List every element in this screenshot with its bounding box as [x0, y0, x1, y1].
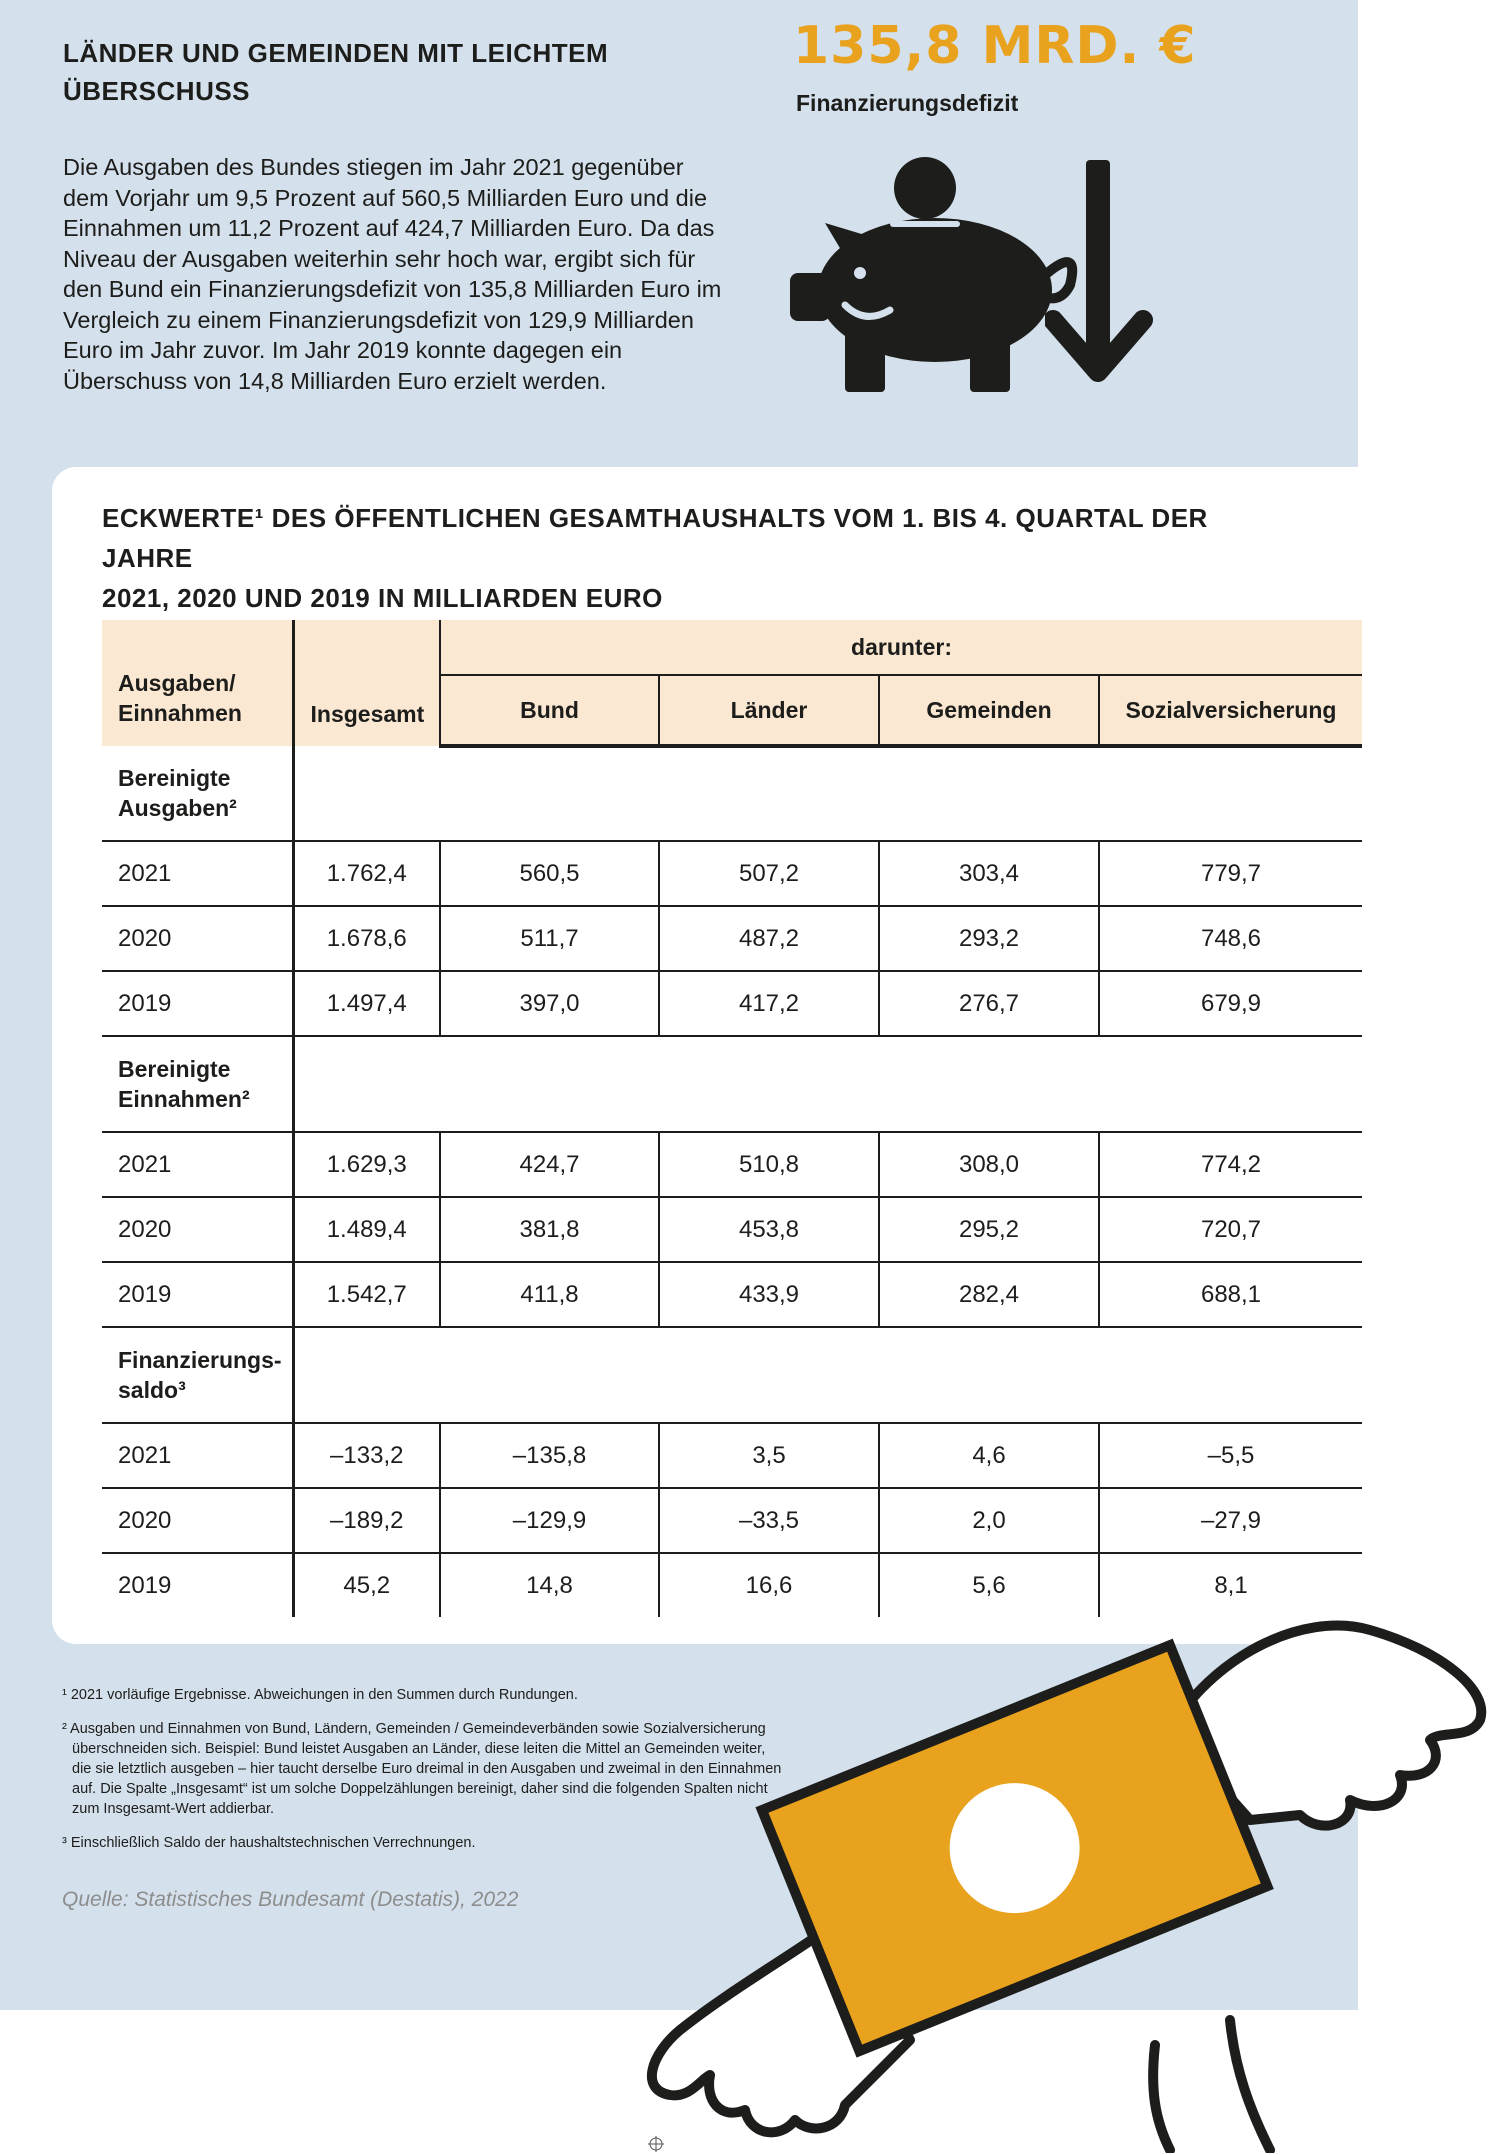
- header-darunter: darunter:: [440, 620, 1362, 675]
- value-cell: 308,0: [879, 1132, 1099, 1197]
- value-cell: 774,2: [1099, 1132, 1362, 1197]
- value-cell: –189,2: [293, 1488, 440, 1553]
- value-cell: –33,5: [659, 1488, 879, 1553]
- footnote-1: ¹ 2021 vorläufige Ergebnisse. Abweichungen in den Summen durch Rundungen.: [62, 1687, 578, 1703]
- value-cell: 282,4: [879, 1262, 1099, 1327]
- intro-heading: LÄNDER UND GEMEINDEN MIT LEICHTEM ÜBERSCHUSS: [63, 38, 609, 106]
- intro-text: Die Ausgaben des Bundes stiegen im Jahr 2021 gegenüber dem Vorjahr um 9,5 Prozent auf 560,5 Milliarden Euro und die Einnahmen um 11,2 Prozent auf 424,7 Milliarden Euro. Da das Niveau der Ausgaben weiterhin sehr hoch war, ergibt sich für den Bund ein Finanzierungsdefizit von 135,8 Milliarden Euro im Vergleich zu einem Finanzierungsdefizit von 129,9 Milliarden Euro im Jahr zuvor. Im Jahr 2019 konnte dagegen ein Überschuss von 14,8 Milliarden Euro erzielt werden.: [63, 154, 722, 394]
- section-spacer: [293, 746, 1362, 841]
- header-insgesamt: Insgesamt: [293, 620, 440, 746]
- section-spacer: [293, 1327, 1362, 1423]
- section-row: [102, 1327, 1362, 1423]
- value-cell: 45,2: [293, 1553, 440, 1617]
- value-cell: –135,8: [440, 1423, 659, 1488]
- value-cell: 293,2: [879, 906, 1099, 971]
- year-cell: 2021: [102, 841, 293, 906]
- value-cell: 2,0: [879, 1488, 1099, 1553]
- value-cell: 411,8: [440, 1262, 659, 1327]
- header-corner-line-1: Ausgaben/: [118, 670, 236, 696]
- value-cell: 1.497,4: [293, 971, 440, 1036]
- section-label-line-2: Einnahmen²: [118, 1086, 250, 1112]
- value-cell: –129,9: [440, 1488, 659, 1553]
- value-cell: 560,5: [440, 841, 659, 906]
- arrow-down-icon: [1045, 160, 1155, 385]
- header-sozialversicherung: Sozialversicherung: [1099, 675, 1362, 746]
- value-cell: 720,7: [1099, 1197, 1362, 1262]
- value-cell: 4,6: [879, 1423, 1099, 1488]
- table-row: [102, 841, 1362, 906]
- footnote-3: ³ Einschließlich Saldo der haushaltstechnischen Verrechnungen.: [62, 1835, 476, 1851]
- value-cell: 381,8: [440, 1197, 659, 1262]
- value-cell: 3,5: [659, 1423, 879, 1488]
- value-cell: 1.629,3: [293, 1132, 440, 1197]
- budget-table: [102, 620, 1362, 1617]
- value-cell: 507,2: [659, 841, 879, 906]
- header-corner: [102, 620, 293, 746]
- section-label-saldo: [102, 1327, 293, 1423]
- footnote-2: ² Ausgaben und Einnahmen von Bund, Ländern, Gemeinden / Gemeindeverbänden sowie Sozialversicherung überschneiden sich. Beispiel: Bund leistet Ausgaben an Länder, diese leiten die Mittel an Gemeinden weiter, die sie letztlich ausgeben – hier taucht derselbe Euro dreimal in den Ausgaben und zweimal in den Einnahmen auf. Die Spalte „Insgesamt“ ist um solche Doppelzählungen bereinigt, daher sind die folgenden Spalten nicht zum Insgesamt-Wert addierbar.: [62, 1721, 782, 1817]
- value-cell: 16,6: [659, 1553, 879, 1617]
- table-title: [102, 498, 1302, 618]
- value-cell: 433,9: [659, 1262, 879, 1327]
- section-label-einnahmen: [102, 1036, 293, 1132]
- year-cell: 2020: [102, 1197, 293, 1262]
- section-label-ausgaben: [102, 746, 293, 841]
- value-cell: –27,9: [1099, 1488, 1362, 1553]
- header-corner-line-2: Einnahmen: [118, 700, 242, 726]
- table-row: [102, 1197, 1362, 1262]
- section-label-line-1: Bereinigte: [118, 1056, 231, 1082]
- value-cell: 779,7: [1099, 841, 1362, 906]
- value-cell: 679,9: [1099, 971, 1362, 1036]
- value-cell: 5,6: [879, 1553, 1099, 1617]
- deficit-figure: 135,8 MRD. €: [793, 16, 1197, 76]
- header-bund: Bund: [440, 675, 659, 746]
- source-note: Quelle: Statistisches Bundesamt (Destatis), 2022: [62, 1888, 519, 1911]
- value-cell: 453,8: [659, 1197, 879, 1262]
- year-cell: 2019: [102, 1262, 293, 1327]
- value-cell: –5,5: [1099, 1423, 1362, 1488]
- value-cell: –133,2: [293, 1423, 440, 1488]
- value-cell: 511,7: [440, 906, 659, 971]
- year-cell: 2020: [102, 906, 293, 971]
- value-cell: 1.762,4: [293, 841, 440, 906]
- year-cell: 2020: [102, 1488, 293, 1553]
- section-label-line-1: Bereinigte: [118, 765, 231, 791]
- value-cell: 424,7: [440, 1132, 659, 1197]
- table-row: [102, 1488, 1362, 1553]
- value-cell: 8,1: [1214, 1571, 1248, 1599]
- value-cell: 748,6: [1099, 906, 1362, 971]
- section-spacer: [293, 1036, 1362, 1132]
- section-label-line-1: Finanzierungs-: [118, 1347, 282, 1373]
- value-cell: 295,2: [879, 1197, 1099, 1262]
- table-row: [102, 1423, 1362, 1488]
- section-row: [102, 746, 1362, 841]
- page-mark: [648, 2136, 664, 2155]
- value-cell: 303,4: [879, 841, 1099, 906]
- year-cell: 2021: [102, 1132, 293, 1197]
- table-row: [102, 1132, 1362, 1197]
- value-cell: 417,2: [659, 971, 879, 1036]
- section-label-line-2: Ausgaben²: [118, 795, 237, 821]
- header-gemeinden: Gemeinden: [879, 675, 1099, 746]
- deficit-label: Finanzierungsdefizit: [796, 90, 1019, 116]
- table-row: [102, 971, 1362, 1036]
- value-cell: 487,2: [659, 906, 879, 971]
- year-cell: 2021: [102, 1423, 293, 1488]
- value-cell: 14,8: [440, 1553, 659, 1617]
- value-cell: 276,7: [879, 971, 1099, 1036]
- flying-banknote-icon: [610, 1590, 1493, 2153]
- table-row: [102, 1262, 1362, 1327]
- value-cell: 510,8: [659, 1132, 879, 1197]
- year-cell: 2019: [102, 971, 293, 1036]
- header-laender: Länder: [659, 675, 879, 746]
- table-row: [102, 906, 1362, 971]
- value-cell: 397,0: [440, 971, 659, 1036]
- value-cell: 1.489,4: [293, 1197, 440, 1262]
- value-cell: 1.542,7: [293, 1262, 440, 1327]
- section-label-line-2: saldo³: [118, 1377, 186, 1403]
- table-title-line-2: 2021, 2020 UND 2019 IN MILLIARDEN EURO: [102, 583, 663, 613]
- crop-mark-icon: [648, 2136, 664, 2152]
- section-row: [102, 1036, 1362, 1132]
- value-cell: 1.678,6: [293, 906, 440, 971]
- value-cell: 688,1: [1099, 1262, 1362, 1327]
- year-cell: 2019: [102, 1553, 293, 1617]
- table-title-line-1: ECKWERTE¹ DES ÖFFENTLICHEN GESAMTHAUSHALTS VOM 1. BIS 4. QUARTAL DER JAHRE: [102, 503, 1208, 573]
